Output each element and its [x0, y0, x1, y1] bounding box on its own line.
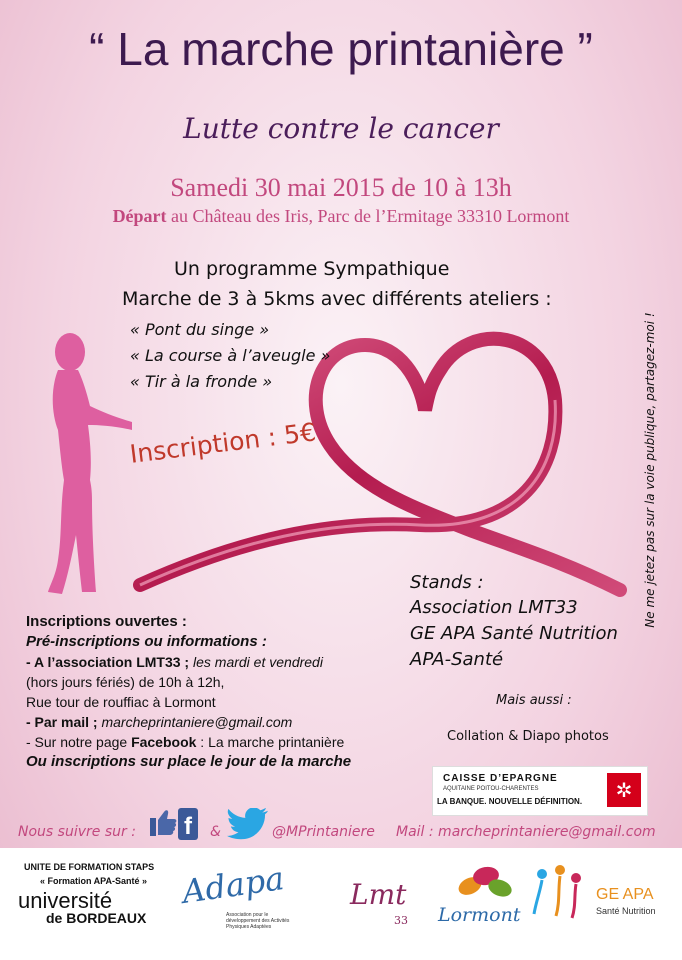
university-city: de BORDEAUX: [46, 910, 147, 926]
svg-text:f: f: [184, 813, 192, 840]
event-title: “ La marche printanière ”: [89, 23, 593, 75]
inscription-fee: Inscription : 5€: [128, 417, 318, 469]
staps-line2: « Formation APA-Santé »: [40, 876, 148, 886]
assoc-hours: (hors jours fériés) de 10h à 12h,: [26, 674, 225, 690]
atelier-item: « Pont du singe »: [130, 320, 270, 339]
lormont-logo-text: Lormont: [438, 904, 521, 926]
staps-line1: UNITE DE FORMATION STAPS: [24, 862, 155, 872]
twitter-bird-icon[interactable]: [226, 808, 270, 842]
adapa-logo-text: Adapa: [179, 859, 287, 911]
university-name: université: [18, 888, 113, 913]
twitter-handle[interactable]: @MPrintaniere: [272, 824, 375, 840]
facebook-like-icon[interactable]: [150, 806, 200, 842]
geapa-subtitle: Santé Nutrition: [596, 906, 656, 916]
programme-heading: Un programme Sympathique: [174, 258, 450, 280]
mail-label: - Par mail ;: [26, 714, 98, 730]
mais-aussi-label: Mais aussi :: [496, 693, 572, 708]
inscriptions-heading: Inscriptions ouvertes :: [26, 613, 187, 630]
sponsor-logo: [432, 766, 648, 816]
facebook-line: [26, 732, 351, 752]
assoc-name: - A l’association LMT33 ;: [26, 654, 190, 670]
fb-prefix: - Sur notre page: [26, 734, 132, 750]
sur-place: Ou inscriptions sur place le jour de la marche: [26, 753, 352, 770]
follow-and: &: [210, 824, 221, 840]
programme-subheading: Marche de 3 à 5kms avec différents ateliers :: [122, 288, 552, 310]
contact-mail[interactable]: Mail : marcheprintaniere@gmail.com: [396, 824, 656, 840]
sponsor-tagline: LA BANQUE. NOUVELLE DÉFINITION.: [437, 797, 583, 806]
inscriptions-block: [26, 612, 351, 772]
depart-label: Départ: [112, 206, 167, 226]
atelier-item: « La course à l’aveugle »: [130, 346, 331, 365]
depart-address: au Château des Iris, Parc de l’Ermitage 33310 Lormont: [166, 206, 570, 226]
squirrel-logo-icon: ✲: [607, 773, 641, 807]
collation-label: Collation & Diapo photos: [447, 729, 609, 744]
fb-page[interactable]: : La marche printanière: [196, 734, 345, 750]
mail-line: [26, 712, 351, 732]
partner-logos-band: [0, 848, 682, 960]
follow-label: Nous suivre sur :: [18, 824, 136, 840]
event-date: Samedi 30 mai 2015 de 10 à 13h: [170, 173, 512, 202]
stand-item: Association LMT33: [410, 597, 578, 618]
stands-heading: Stands :: [410, 572, 484, 593]
lmt-logo-text: Lmt: [350, 878, 407, 911]
fb-label: Facebook: [131, 734, 197, 750]
lmt-logo-number: 33: [394, 914, 408, 927]
runner-silhouette: [40, 330, 140, 600]
atelier-item: « Tir à la fronde »: [130, 372, 273, 391]
mail-address[interactable]: marcheprintaniere@gmail.com: [97, 714, 293, 730]
stand-item: GE APA Santé Nutrition: [410, 623, 618, 644]
assoc-line: [26, 652, 351, 672]
sponsor-name: CAISSE D’EPARGNE: [443, 773, 558, 784]
pre-inscriptions: Pré-inscriptions ou informations :: [26, 633, 267, 650]
lormont-flower-icon: [452, 860, 516, 906]
share-notice: Ne me jetez pas sur la voie publique, partagez-moi !: [643, 312, 657, 628]
apa-sante-figures-icon: [530, 862, 584, 922]
assoc-address: Rue tour de rouffiac à Lormont: [26, 694, 216, 710]
event-location: [0, 206, 682, 227]
sponsor-region: AQUITAINE POITOU-CHARENTES: [443, 786, 539, 792]
assoc-days: les mardi et vendredi: [189, 654, 323, 670]
stand-item: APA-Santé: [410, 649, 504, 670]
adapa-subtitle: Association pour le développement des Activités Physiques Adaptées: [226, 912, 290, 930]
event-subtitle: Lutte contre le cancer: [183, 112, 499, 145]
stands-block: [410, 572, 618, 670]
geapa-logo-text: GE APA: [596, 886, 654, 903]
